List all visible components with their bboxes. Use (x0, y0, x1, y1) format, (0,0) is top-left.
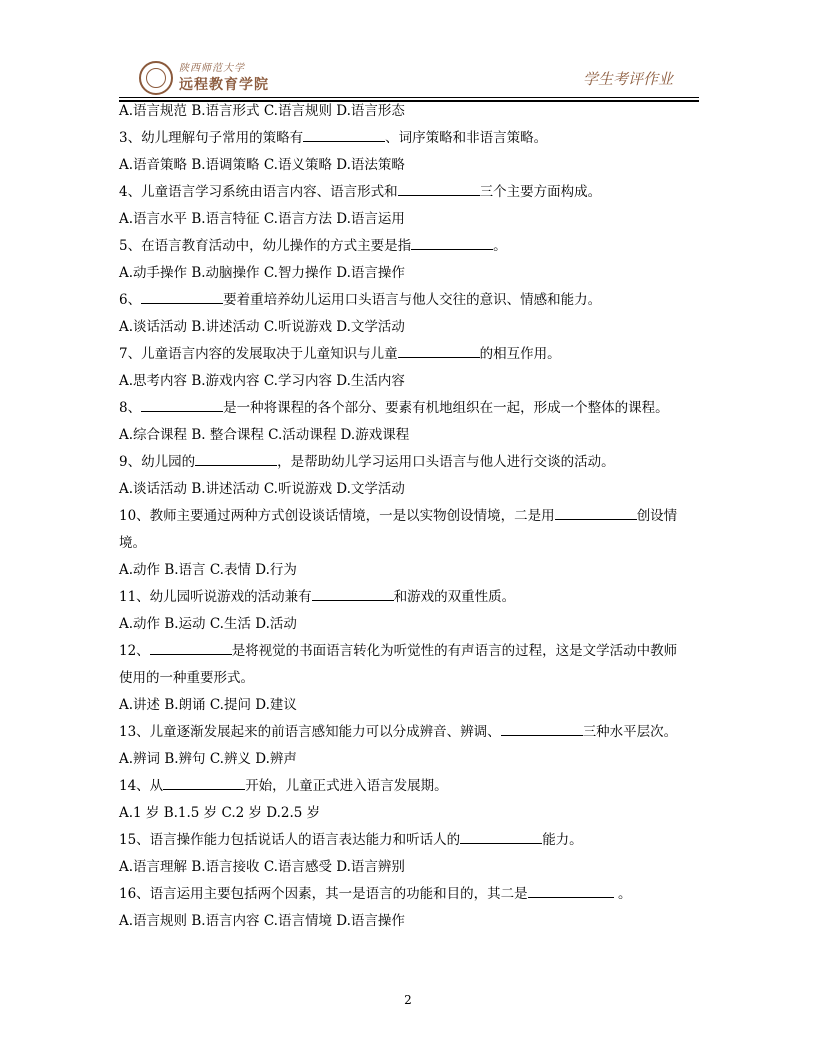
question-text: 12、 (119, 643, 150, 659)
question-8 (119, 395, 701, 422)
answer-blank (398, 180, 480, 196)
options-line: A.动手操作 B.动脑操作 C.智力操作 D.语言操作 (119, 265, 405, 281)
university-seal-logo (139, 61, 173, 95)
options-line: A.语言规则 B.语言内容 C.语言情境 D.语言操作 (119, 913, 405, 929)
header-title: 学生考评作业 (582, 70, 673, 88)
options-line: A.语言水平 B.语言特征 C.语言方法 D.语言运用 (119, 211, 405, 227)
answer-blank (163, 774, 245, 790)
answer-blank (555, 504, 637, 520)
question-text: 13、儿童逐渐发展起来的前语言感知能力可以分成辨音、辨调、 (119, 724, 501, 740)
options-line: A.动作 B.语言 C.表情 D.行为 (119, 562, 297, 578)
answer-blank (411, 234, 493, 250)
question-text: 能力。 (542, 832, 583, 848)
question-text: 14、从 (119, 778, 164, 794)
page-header (119, 56, 699, 98)
answer-blank (141, 288, 223, 304)
question-5 (119, 233, 701, 260)
question-text: 、词序策略和非语言策略。 (385, 130, 548, 146)
question-9 (119, 449, 701, 476)
options-line: A.语言理解 B.语言接收 C.语言感受 D.语言辨别 (119, 859, 405, 875)
question-text: ，是帮助幼儿学习运用口头语言与他人进行交谈的活动。 (277, 454, 615, 470)
options-line: A.语音策略 B.语调策略 C.语义策略 D.语法策略 (119, 157, 405, 173)
answer-blank (141, 396, 223, 412)
question-13 (119, 719, 701, 746)
question-text: 16、语言运用主要包括两个因素，其一是语言的功能和目的，其二是 (119, 886, 528, 902)
question-text: 11、幼儿园听说游戏的活动兼有 (119, 589, 312, 605)
page-number: 2 (404, 993, 412, 1007)
answer-blank (398, 342, 480, 358)
question-text: 是将视觉的书面语言转化为听觉性的有声语言的过程，这是文学活动中教师 (231, 643, 678, 659)
question-6 (119, 287, 701, 314)
options-line: A.思考内容 B.游戏内容 C.学习内容 D.生活内容 (119, 373, 405, 389)
question-text: 10、教师主要通过两种方式创设谈话情境，一是以实物创设情境，二是用 (119, 508, 555, 524)
options-line: A.语言规范 B.语言形式 C.语言规则 D.语言形态 (119, 103, 405, 119)
question-text: 6、 (119, 292, 142, 308)
question-text: 。 (493, 238, 507, 254)
question-text: 开始，儿童正式进入语言发展期。 (245, 778, 448, 794)
question-text: 8、 (119, 400, 142, 416)
answer-blank (528, 882, 614, 898)
question-text: 4、儿童语言学习系统由语言内容、语言形式和 (119, 184, 398, 200)
question-12 (119, 638, 701, 665)
logo-university-name: 陕西师范大学 (179, 63, 245, 74)
answer-blank (501, 720, 583, 736)
question-text: 7、儿童语言内容的发展取决于儿童知识与儿童 (119, 346, 398, 362)
options-line: A.1 岁 B.1.5 岁 C.2 岁 D.2.5 岁 (119, 805, 321, 821)
document-body (119, 98, 701, 935)
question-11 (119, 584, 701, 611)
question-4 (119, 179, 701, 206)
options-line: A.讲述 B.朗诵 C.提问 D.建议 (119, 697, 297, 713)
question-text: 是一种将课程的各个部分、要素有机地组织在一起，形成一个整体的课程。 (223, 400, 669, 416)
question-text: 三种水平层次。 (582, 724, 678, 740)
question-text: 创设情 (636, 508, 678, 524)
logo-college-name: 远程教育学院 (179, 77, 269, 93)
question-text: 9、幼儿园的 (119, 454, 196, 470)
question-text: 3、幼儿理解句子常用的策略有 (119, 130, 304, 146)
question-text: 三个主要方面构成。 (479, 184, 602, 200)
answer-blank (150, 639, 232, 655)
question-text: 和游戏的双重性质。 (393, 589, 516, 605)
answer-blank (460, 828, 542, 844)
options-line: A.综合课程 B. 整合课程 C.活动课程 D.游戏课程 (119, 427, 410, 443)
question-text: 。 (613, 886, 632, 902)
question-text: 要着重培养幼儿运用口头语言与他人交往的意识、情感和能力。 (223, 292, 602, 308)
answer-blank (303, 126, 385, 142)
question-15 (119, 827, 701, 854)
question-text: 15、语言操作能力包括说话人的语言表达能力和听话人的 (119, 832, 461, 848)
options-line: A.辨词 B.辨句 C.辨义 D.辨声 (119, 751, 297, 767)
question-3 (119, 125, 701, 152)
options-line: A.谈话活动 B.讲述活动 C.听说游戏 D.文学活动 (119, 319, 405, 335)
question-14 (119, 773, 701, 800)
question-16 (119, 881, 701, 908)
answer-blank (195, 450, 277, 466)
question-text-continued: 境。 (119, 535, 146, 551)
answer-blank (312, 585, 394, 601)
question-text: 5、在语言教育活动中，幼儿操作的方式主要是指 (119, 238, 412, 254)
options-line: A.谈话活动 B.讲述活动 C.听说游戏 D.文学活动 (119, 481, 405, 497)
options-line: A.动作 B.运动 C.生活 D.活动 (119, 616, 297, 632)
question-text-continued: 使用的一种重要形式。 (119, 670, 254, 686)
question-7 (119, 341, 701, 368)
question-text: 的相互作用。 (479, 346, 561, 362)
question-10 (119, 503, 701, 530)
